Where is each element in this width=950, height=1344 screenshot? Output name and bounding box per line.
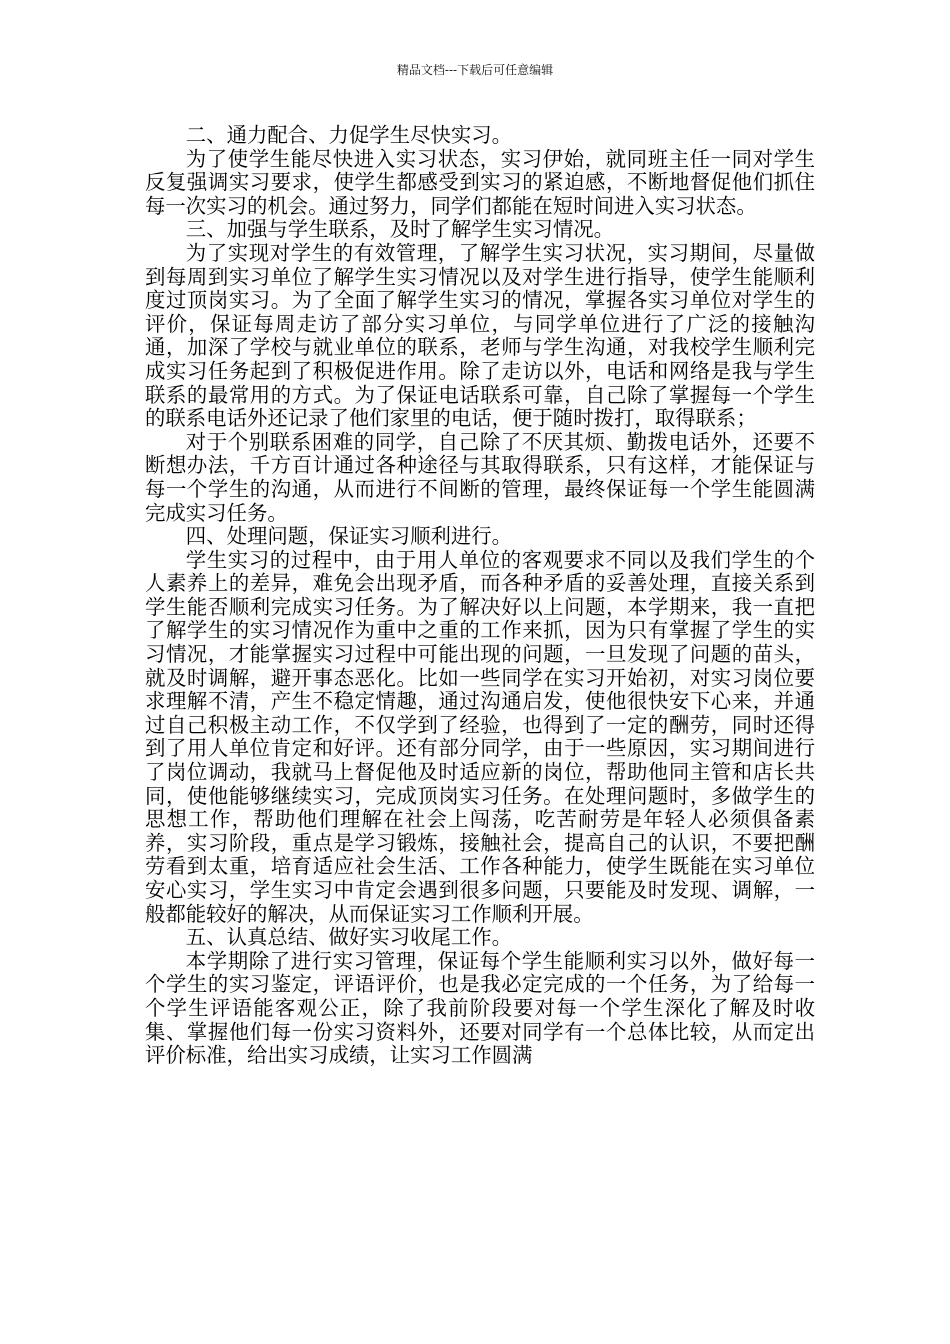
paragraph: 学生实习的过程中，由于用人单位的客观要求不同以及我们学生的个人素养上的差异，难免会出现矛盾，而各种矛盾的妥善处理，直接关系到学生能否顺利完成实习任务。为了解决好以上问题，本学期来，我一直把了解学生的实习情况作为重中之重的工作来抓，因为只有掌握了学生的实习情况，才能掌握实习过程中可能出现的问题，一旦发现了问题的苗头，就及时调解，避开事态恶化。比如一些同学在实习开始初，对实习岗位要求理解不清，产生不稳定情趣，通过沟通启发，使他很快安下心来，并通过自己积极主动工作，不仅学到了经验，也得到了一定的酬劳，同时还得到了用人单位肯定和好评。还有部分同学，由于一些原因，实习期间进行了岗位调动，我就马上督促他及时适应新的岗位，帮助他同主管和店长共同，使他能够继续实习，完成顶岗实习任务。在处理问题时，多做学生的思想工作，帮助他们理解在社会上闯荡，吃苦耐劳是年轻人必须俱备素养，实习阶段，重点是学习锻炼，接触社会，提高自己的认识，不要把酬劳看到太重，培育适应社会生活、工作各种能力，使学生既能在实习单位安心实习，学生实习中肯定会遇到很多问题，只要能及时发现、调解，一般都能较好的解决，从而保证实习工作顺利开展。: [145, 547, 815, 926]
paragraph: 对于个别联系困难的同学，自己除了不厌其烦、勤拨电话外，还要不断想办法，千方百计通过各种途径与其取得联系，只有这样，才能保证与每一个学生的沟通，从而进行不间断的管理，最终保证每一个学生能圆满完成实习任务。: [145, 429, 815, 525]
section-heading-2: 二、通力配合、力促学生尽快实习。: [185, 123, 513, 147]
paragraph: 为了实现对学生的有效管理，了解学生实习状况，实习期间，尽量做到每周到实习单位了解学生实习情况以及对学生进行指导，使学生能顺利度过顶岗实习。为了全面了解学生实习的情况，掌握各实习单位对学生的评价，保证每周走访了部分实习单位，与同学单位进行了广泛的接触沟通，加深了学校与就业单位的联系，老师与学生沟通，对我校学生顺利完成实习任务起到了积极促进作用。除了走访以外，电话和网络是我与学生联系的最常用的方式。为了保证电话联系可靠，自己除了掌握每一个学生的联系电话外还记录了他们家里的电话，便于随时拨打，取得联系；: [145, 240, 815, 431]
paragraph: 为了使学生能尽快进入实习状态，实习伊始，就同班主任一同对学生反复强调实习要求，使学生都感受到实习的紧迫感，不断地督促他们抓住每一次实习的机会。通过努力，同学们都能在短时间进入实习状态。: [145, 146, 815, 218]
paragraph: 本学期除了进行实习管理，保证每个学生能顺利实习以外，做好每一个学生的实习鉴定，评语评价，也是我必定完成的一个任务，为了给每一个学生评语能客观公正，除了我前阶段要对每一个学生深化了解及时收集、掌握他们每一份实习资料外，还要对同学有一个总体比较，从而定出评价标准，给出实习成绩，让实习工作圆满: [145, 948, 815, 1068]
section-heading-3: 三、加强与学生联系，及时了解学生实习情况。: [185, 217, 614, 242]
section-heading-5: 五、认真总结、做好实习收尾工作。: [185, 925, 513, 950]
document-body: [145, 124, 815, 1068]
page-header: 精品文档---下载后可任意编辑: [396, 63, 554, 77]
section-heading-4: 四、处理问题，保证实习顺利进行。: [185, 524, 513, 549]
